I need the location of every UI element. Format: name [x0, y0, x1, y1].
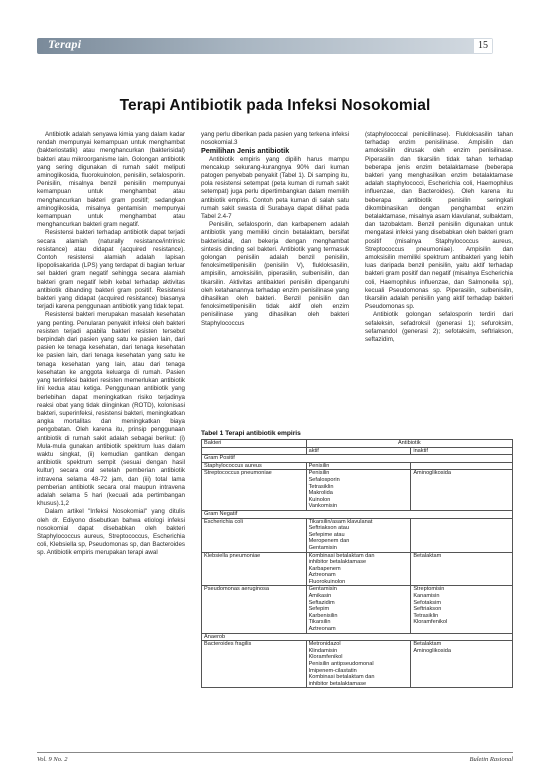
header-antibiotik: Antibiotik: [306, 440, 512, 448]
cell-line: Amikasin: [308, 593, 332, 600]
group-label: Gram Negatif: [202, 510, 513, 518]
paragraph: (staphylococcal penicillinase). Flukloksasilin tahan terhadap enzim penisilinase. Ampisilin dan amoksisilin dirusak oleh enzim penisilinase. Piperasilin dan tikarsilin tidak tahan terhadap beberapa jenis enzim betalaktamase (beberapa bakteri yang menghasilkan enzim betalaktamase adalah staphylococci, Escherichia coli, Haemophilus influenzae, dan Bacteroides). Oleh karena itu beberapa antibiotik penisilin seringkali dikombinasikan dengan penghambat enzim betalaktamase, misalnya asam klavulanat, sulbaktam, dan tazobaktam. Benzil penisilin digunakan untuk mengatasi infeksi yang disebabkan oleh bakteri gram positif (misalnya Staphylococcus aureus, Streptococcus pneumoniae). Ampisilin dan amoksisilin memiliki spektrum antibakteri yang lebih luas daripada benzil penisilin, yaitu aktif terhadap bakteri gram positif dan negatif (misalnya Escherichia coli, Haemophilus influenzae, dan Salmonella sp), kecuali Pseudomonas sp. Piperasilin, sulbenisilin, tikarsilin adalah penisilin yang aktif terhadap bakteri Pseudomonas sp.: [365, 131, 513, 311]
cell-line: Streptomisin: [413, 586, 445, 593]
cell-line: inhibitor betalaktamase: [308, 680, 367, 687]
cell-line: Vankomisin: [308, 503, 338, 510]
cell-line: Betalaktam: [413, 641, 442, 648]
cell-inaktif: [411, 552, 513, 586]
table-group-row: [202, 510, 513, 518]
table-row: [202, 641, 513, 688]
cell-line: Tikarsilin/asam klavulanat: [308, 518, 373, 525]
cell-line: Klindamisin: [308, 647, 338, 654]
cell-line: Tetrasiklin: [308, 483, 334, 490]
paragraph: Antibiotik adalah senyawa kimia yang dalam kadar rendah mempunyai kemampuan untuk menghambat (bakteriostatik) atau menghancurkan (bakterisidal) bakteri atau mikroorganisme lain. Golongan antibiotik yang sering digunakan di rumah sakit meliputi aminoglikosida, fluorokuinolon, penisilin, sefalosporin. Penisilin, misalnya benzil penisilin mempunyai kemampuan untuk menghambat atau menghancurkan bakteri gram positif; sedangkan aminoglikosida, misalnya gentamisin mempunyai kemampuan untuk menghambat atau menghancurkan bakteri gram negatif.: [37, 131, 185, 229]
footer-rule: [37, 752, 513, 753]
antibiotic-table: [201, 439, 513, 688]
cell-bakteri: Pseudomonas aeruginosa: [202, 586, 307, 633]
cell-inaktif: [411, 518, 513, 552]
column-2: [201, 131, 349, 400]
cell-line: Aztreonam: [308, 626, 336, 633]
table-row: [202, 552, 513, 586]
header-band: [37, 38, 493, 54]
column-1: [37, 131, 185, 691]
group-label: Gram Positif: [202, 455, 513, 463]
cell-aktif: [306, 586, 411, 633]
cell-bakteri: Streptococcus pneumoniae: [202, 470, 307, 511]
cell-aktif: [306, 518, 411, 552]
cell-line: Kloramfenikol: [308, 654, 343, 661]
cell-bakteri: Klebsiella pneumoniae: [202, 552, 307, 586]
cell-line: Kloramfenikol: [413, 619, 448, 626]
cell-line: Betalaktam: [413, 552, 442, 559]
paragraph: Antibiotik golongan sefalosporin terdiri dari sefaleksin, sefadroksil (generasi 1); sefuroksim, sefamandol (generasi 2); sefotaksim, seftriakson, seftazidim,: [365, 311, 513, 344]
cell-line: Seftazidim: [308, 599, 335, 606]
cell-line: Imipenem-cilastatin: [308, 667, 357, 674]
cell-aktif: [306, 552, 411, 586]
table-row: [202, 462, 513, 470]
cell-aktif: [306, 470, 411, 511]
cell-bakteri: Escherichia coli: [202, 518, 307, 552]
cell-line: Karbapenem: [308, 565, 341, 572]
cell-line: Fluorokuinolon: [308, 578, 346, 585]
group-label: Anaerob: [202, 633, 513, 641]
cell-line: Karbenisilin: [308, 612, 338, 619]
article-title: Terapi Antibiotik pada Infeksi Nosokomial: [119, 97, 431, 114]
cell-inaktif: [411, 462, 513, 470]
cell-line: Penisilin: [308, 462, 330, 469]
footer-publication: Buletin Rasional: [469, 756, 513, 763]
section-title: Terapi: [48, 37, 82, 51]
paragraph: Resistensi bakteri terhadap antibiotik dapat terjadi secara alamiah (naturally resistance/intrinsic resistance) atau didapat (acquired resistance). Contoh resistensi alamiah adalah lapisan lipopolisakarida (LPS) yang terdapat di bagian terluar sel bakteri gram negatif sehingga secara alamiah bakteri gram negatif lebih kebal terhadap aktivitas antibiotik dibanding bakteri gram positif. Resistensi bakteri yang didapat (acquired resistance) biasanya terjadi karena penggunaan antibiotik yang tidak tepat.: [37, 229, 185, 311]
cell-line: Kanamisin: [413, 593, 440, 600]
cell-line: Kombinasi betalaktam dan: [308, 552, 375, 559]
table-row: [202, 518, 513, 552]
table-row: [202, 470, 513, 511]
cell-line: Sefepime atau: [308, 531, 345, 538]
cell-aktif: [306, 641, 411, 688]
cell-bakteri: Bacteroides fragilis: [202, 641, 307, 688]
paragraph: Dalam artikel "Infeksi Nosokomial" yang ditulis oleh dr. Ediyono disebutkan bahwa etiologi infeksi nosokomial dapat disebabkan oleh bakteri Staphylococcus aureus, Streptococcus, Escherichia coli, Klebsiella sp, Pseudomonas sp, dan Bacteroides sp. Antibiotik empiris merupakan terapi awal: [37, 508, 185, 557]
cell-line: Seftriakson: [413, 606, 442, 613]
table-group-row: [202, 633, 513, 641]
cell-line: Sefotaksim: [413, 599, 441, 606]
cell-line: Kuinolon: [308, 496, 331, 503]
cell-line: Metronidazol: [308, 641, 341, 648]
cell-line: Tikarsilin: [308, 619, 331, 626]
paragraph: Resistensi bakteri merupakan masalah kesehatan yang penting. Penularan penyakit infeksi oleh bakteri resisten terjadi apabila bakteri resisten tersebut berpindah dari pasien yang satu ke pasien lain, dari pasien ke tenaga kesehatan, dari tenaga kesehatan ke pasien lain, dari tenaga kesehatan yang satu ke tenaga kesehatan yang lain, atau dari tenaga kesehatan ke anggota keluarga di rumah. Pasien yang terinfeksi bakteri resisten memerlukan antibiotik lini kedua atau ketiga. Penggunaan antibiotik yang berlebihan dapat meningkatkan risiko terjadinya reaksi obat yang tidak diinginkan (ROTD), kolonisasi bakteri, superinfeksi, resistensi bakteri, meningkatkan angka mortalitas dan meningkatkan biaya pengobatan. Oleh karena itu, prinsip penggunaan antibiotik di rumah sakit adalah sebagai berikut: (i) Mula-mula gunakan antibiotik spektrum luas dalam waktu singkat, (ii) kemudian gantikan dengan antibiotik spektrum sempit (sesuai dengan hasil kultur) secara oral setelah pemberian antibiotik intravena selama 48-72 jam, dan (iii) total lama pemberian antibiotik secara oral maupun intravena adalah selama 5 hari (kecuali ada pertimbangan khusus).1,2: [37, 311, 185, 508]
table-title: Tabel 1 Terapi antibiotik empiris: [201, 430, 301, 437]
header-inaktif: inaktif: [411, 447, 513, 455]
cell-line: inhibitor betalaktamase: [308, 559, 367, 566]
cell-line: Aminoglikosida: [413, 647, 451, 654]
cell-line: Sefepim: [308, 606, 330, 613]
cell-line: Meropenem dan: [308, 538, 350, 545]
footer-volume: Vol. 9 No. 2: [37, 756, 68, 763]
cell-line: Sefalosporin: [308, 476, 340, 483]
table-subheader-row: [202, 447, 513, 455]
cell-line: Aminoglikosida: [413, 470, 451, 477]
section-heading: Pemilihan Jenis antibiotik: [201, 146, 290, 156]
table-body: [202, 455, 513, 688]
table-row: [202, 586, 513, 633]
paragraph: Antibiotik empiris yang dipilih harus mampu mencakup sekurang-kurangnya 90% dari kuman patogen penyebab penyakit (Tabel 1). Di samping itu, pola resistensi setempat (peta kuman di rumah sakit setempat) juga perlu dipertimbangkan dalam memilih antibiotik empiris. Contoh peta kuman di salah satu rumah sakit swasta di Surabaya dapat dilihat pada Tabel 2.4-7: [201, 155, 349, 221]
paragraph: yang perlu diberikan pada pasien yang terkena infeksi nosokomial.3: [201, 131, 349, 147]
cell-line: Aztreonam: [308, 572, 336, 579]
cell-line: Kombinasi betalaktam dan: [308, 674, 375, 681]
page-number: 15: [474, 39, 492, 53]
cell-line: Gentamisin: [308, 586, 337, 593]
cell-aktif: [306, 462, 411, 470]
cell-line: Makrolida: [308, 490, 333, 497]
cell-line: Tetrasiklin: [413, 612, 439, 619]
paragraph: Penisilin, sefalosporin, dan karbapenem adalah antibiotik yang memiliki cincin betalaktam, bersifat bakterisidal, dan bekerja dengan menghambat sintesis dinding sel bakteri. Antibiotik yang termasuk golongan penisilin adalah benzil penisilin, fenoksimetilpenisilin (penisilin V), flukloksasilin, ampisilin, amoksisilin, piperasilin, sulbenisilin, dan tikarsilin. Aktivitas antibakteri penisilin dipengaruhi oleh ketahanannya terhadap enzim penisilinase yang dihasilkan oleh bakteri. Benzil penisilin dan fenoksimetilpenisilin tidak aktif oleh enzim penisilinase yang dihasilkan oleh bakteri Staphylococcus: [201, 221, 349, 327]
header-empty: [202, 447, 307, 455]
cell-line: Gentamisin: [308, 544, 337, 551]
header-aktif: aktif: [306, 447, 411, 455]
column-3: [365, 131, 513, 436]
table-group-row: [202, 455, 513, 463]
header-bakteri: Bakteri: [202, 440, 307, 448]
cell-line: Seftriakson atau: [308, 525, 350, 532]
cell-inaktif: [411, 470, 513, 511]
cell-inaktif: [411, 586, 513, 633]
cell-bakteri: Staphylococcus aureus: [202, 462, 307, 470]
cell-line: Penisilin antipseudomonal: [308, 661, 374, 667]
cell-inaktif: [411, 641, 513, 688]
table-header-row: [202, 440, 513, 448]
cell-line: Penisilin: [308, 470, 330, 477]
